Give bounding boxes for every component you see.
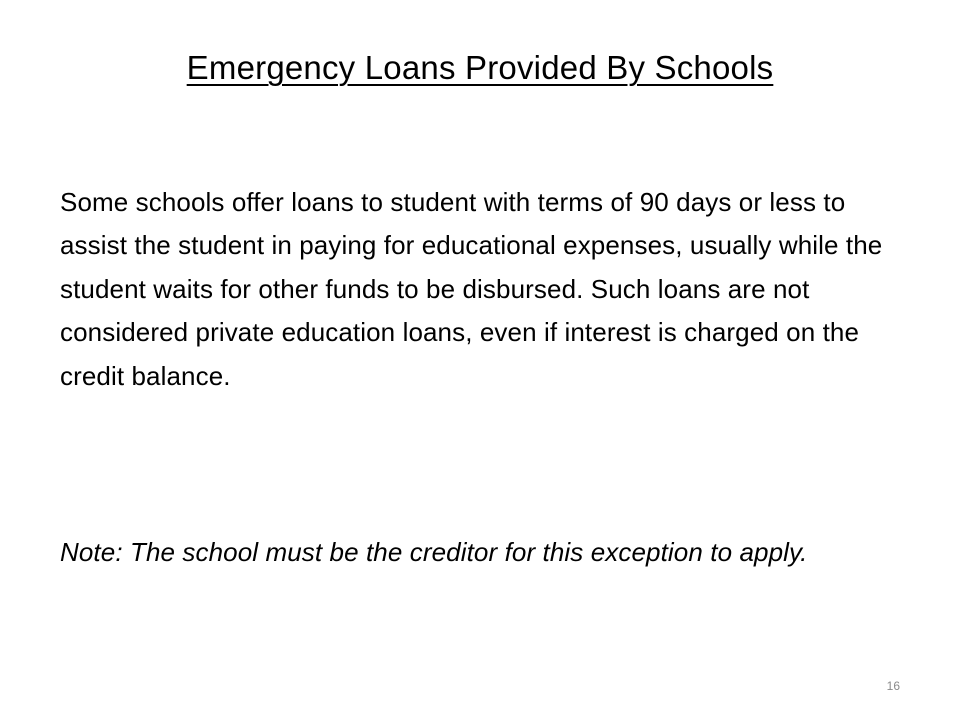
- slide-note: Note: The school must be the creditor for this exception to apply.: [60, 537, 808, 567]
- slide-page-number: 16: [886, 679, 900, 693]
- slide-body-paragraph: Some schools offer loans to student with terms of 90 days or less to assist the student in paying for educational expenses, usually while the student waits for other funds to be disbursed. Such loans are not considered private education loans, even if interest is charged on the credit balance.: [60, 187, 883, 391]
- slide-title: Emergency Loans Provided By Schools: [186, 49, 774, 86]
